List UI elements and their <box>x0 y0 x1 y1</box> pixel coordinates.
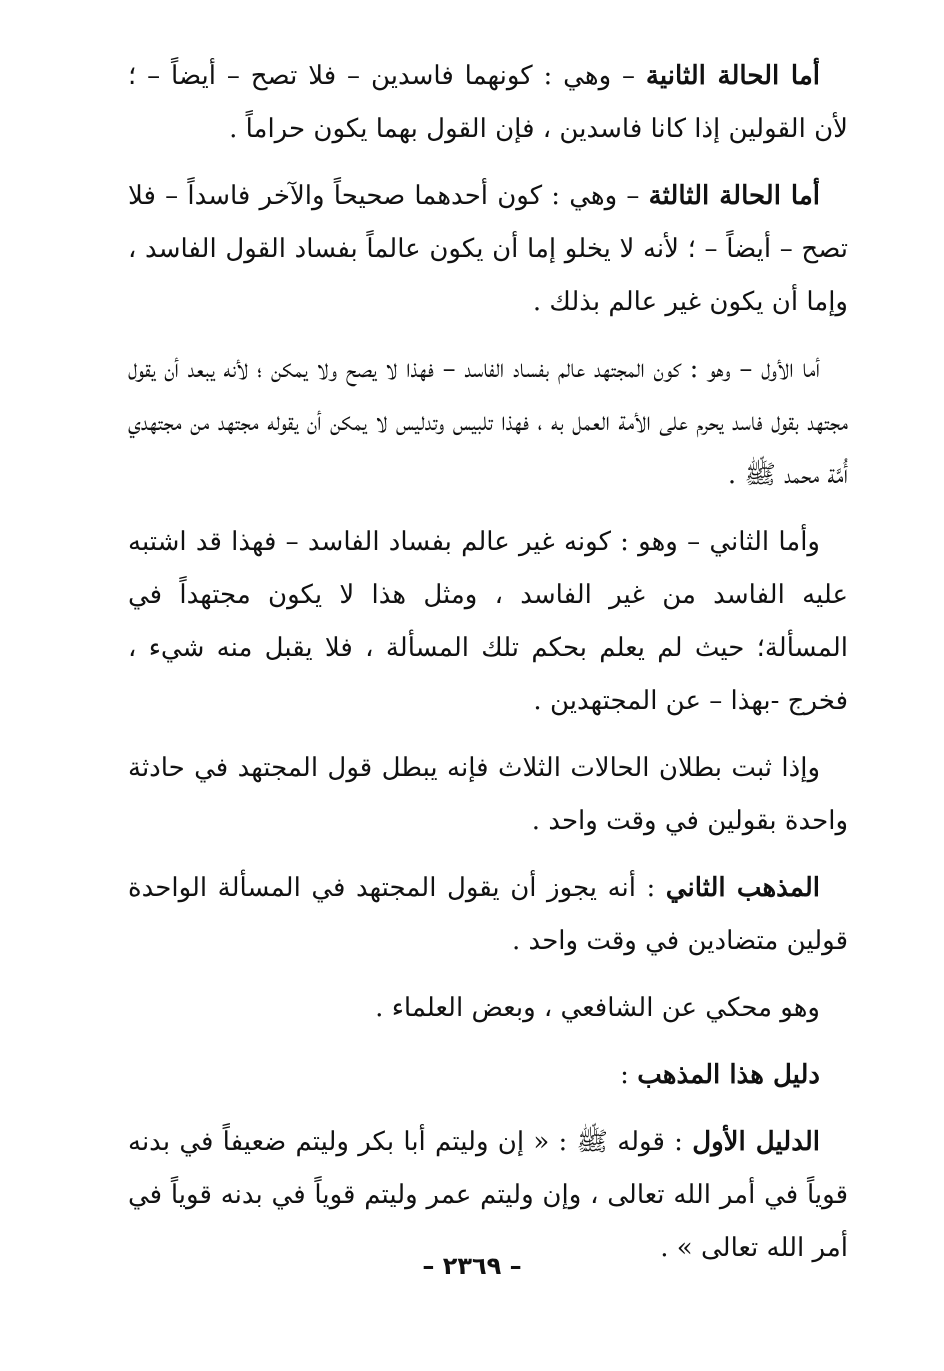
paragraph-third-case <box>128 170 848 329</box>
paragraph-attribution <box>128 982 848 1035</box>
heading-third-case: أما الحالة الثالثة <box>648 181 820 211</box>
paragraph-text: : أنه يجوز أن يقول المجتهد في المسألة الواحدة قولين متضادين في وقت واحد . <box>128 873 848 956</box>
page-number: – ٢٣٦٩ – <box>422 1252 522 1280</box>
paragraph-evidence-heading <box>128 1049 848 1102</box>
paragraph-text: – وهي : كون أحدهما صحيحاً والآخر فاسداً – فلا تصح – أيضاً – ؛ لأنه لا يخلو إما أن يكون عالماً بفساد القول الفاسد ، وإما أن يكون غير عالم بذلك . <box>128 181 849 317</box>
paragraph-text: وإذا ثبت بطلان الحالات الثلاث فإنه يبطل قول المجتهد في حادثة واحدة بقولين في وقت واحد . <box>128 753 848 836</box>
heading-second-doctrine: المذهب الثاني <box>665 873 820 903</box>
paragraph-text: وأما الثاني – وهو : كونه غير عالم بفساد الفاسد – فهذا قد اشتبه عليه الفاسد من غير الفاسد ، ومثل هذا لا يكون مجتهداً في المسألة؛ حيث لم يعلم بحكم تلك المسألة ، فلا يقبل منه شيء ، فخرج -بهذا – عن المجتهدين . <box>128 527 848 716</box>
paragraph-first-option <box>128 343 848 502</box>
heading-second-case: أما الحالة الثانية <box>645 61 821 91</box>
paragraph-second-case <box>128 50 848 156</box>
paragraph-second-doctrine <box>128 862 848 968</box>
paragraph-text: – وهي : كونهما فاسدين – فلا تصح – أيضاً – ؛ لأن القولين إذا كانا فاسدين ، فإن القول بهما يكون حراماً . <box>128 61 848 144</box>
paragraph-second-option <box>128 516 848 728</box>
paragraph-text: أما الأول – وهو : كون المجتهد عالم بفساد الفاسد – فهذا لا يصح ولا يمكن ؛ لأنه يبعد أن يقول مجتهد بقول فاسد يحرم على الأمة العمل به ، فهذا تلبيس وتدليس لا يمكن أن يقوله مجتهد من مجتهدي أُمَّة محمد ﷺ . <box>128 354 848 490</box>
paragraph-conclusion <box>128 742 848 848</box>
page-body <box>128 50 848 1289</box>
paragraph-text: : قوله ﷺ : « إن وليتم أبا بكر وليتم ضعيفاً في بدنه قوياً في أمر الله تعالى ، وإن وليتم عمر وليتم قوياً في بدنه قوياً في أمر الله تعالى » . <box>128 1127 848 1263</box>
heading-first-evidence: الدليل الأول <box>692 1127 820 1157</box>
heading-evidence: دليل هذا المذهب <box>637 1060 820 1090</box>
paragraph-text: : <box>620 1060 638 1090</box>
paragraph-text: وهو محكي عن الشافعي ، وبعض العلماء . <box>375 993 820 1023</box>
